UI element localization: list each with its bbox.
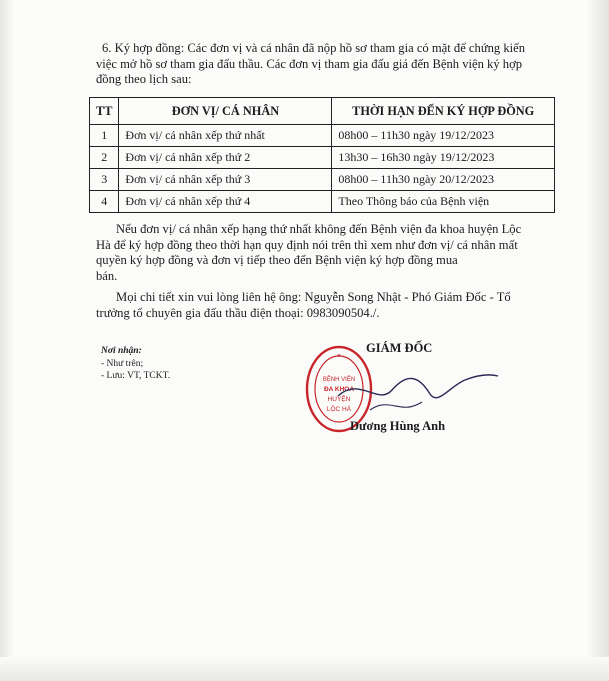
note-line: Nếu đơn vị/ cá nhân xếp hạng thứ nhất không đến Bệnh viện đa khoa huyện Lộc (116, 222, 522, 236)
row-unit: Đơn vị/ cá nhân xếp thứ nhất (119, 125, 332, 147)
table-header-row (90, 98, 555, 125)
row-deadline: Theo Thông báo của Bệnh viện (332, 191, 555, 213)
seal-text: HUYỆN (327, 396, 351, 403)
table-row (90, 147, 555, 169)
seal-text: LỘC HÀ (326, 406, 352, 413)
seal-text: ĐA KHOA (323, 386, 355, 393)
row-tt: 2 (90, 147, 119, 169)
row-tt: 4 (90, 191, 119, 213)
row-unit: Đơn vị/ cá nhân xếp thứ 3 (119, 169, 332, 191)
recipient-item: - Như trên; (101, 358, 144, 369)
recipients-heading: Nơi nhận: (101, 346, 142, 356)
svg-text:★: ★ (336, 353, 342, 359)
contact-line: Mọi chi tiết xin vui lòng liên hệ ông: Nguyễn Song Nhật - Phó Giám Đốc - Tổ (116, 290, 511, 304)
row-tt: 3 (90, 169, 119, 191)
scan-shadow-bottom (0, 657, 609, 681)
row-deadline: 08h00 – 11h30 ngày 20/12/2023 (332, 169, 555, 191)
header-unit: ĐƠN VỊ/ CÁ NHÂN (119, 98, 332, 125)
row-deadline: 13h30 – 16h30 ngày 19/12/2023 (332, 147, 555, 169)
note-line: quyền ký hợp đồng và đơn vị tiếp theo đến Bệnh viện ký hợp đồng mua (96, 253, 458, 268)
note-line: bán. (96, 268, 118, 283)
header-tt: TT (90, 98, 119, 125)
contact-line: trưởng tổ chuyên gia đấu thầu điện thoại: 0983090504./. (96, 305, 380, 320)
row-unit: Đơn vị/ cá nhân xếp thứ 2 (119, 147, 332, 169)
recipients-block (101, 345, 170, 383)
signatory-name: Dương Hùng Anh (350, 419, 446, 433)
table-row (90, 125, 555, 147)
table-row (90, 191, 555, 213)
row-tt: 1 (90, 125, 119, 147)
contact-paragraph (96, 290, 554, 321)
scan-shadow-left (0, 0, 14, 681)
section-6-line: đồng theo lịch sau: (96, 72, 192, 87)
row-deadline: 08h00 – 11h30 ngày 19/12/2023 (332, 125, 555, 147)
row-unit: Đơn vị/ cá nhân xếp thứ 4 (119, 191, 332, 213)
seal-text: BỆNH VIỆN (322, 377, 356, 383)
note-paragraph (96, 222, 554, 284)
scan-shadow-right (587, 0, 609, 681)
signature-block (300, 336, 490, 436)
section-6-paragraph (96, 41, 554, 88)
section-6-line: 6. Ký hợp đồng: Các đơn vị và cá nhân đã nộp hồ sơ tham gia có mặt để chứng kiến (102, 41, 526, 55)
header-deadline: THỜI HẠN ĐẾN KÝ HỢP ĐỒNG (332, 98, 555, 125)
note-line: Hà để ký hợp đồng theo thời hạn quy định nói trên thì xem như đơn vị/ cá nhân mất (96, 237, 518, 252)
recipient-item: - Lưu: VT, TCKT. (101, 371, 171, 381)
handwritten-signature-icon (327, 366, 500, 426)
signing-schedule-table (89, 97, 555, 213)
section-6-line: việc mở hồ sơ tham gia đấu thầu. Các đơn vị tham gia đấu giá đến Bệnh viện ký hợp (96, 56, 523, 71)
signature-title: GIÁM ĐỐC (366, 341, 433, 355)
table-row (90, 169, 555, 191)
